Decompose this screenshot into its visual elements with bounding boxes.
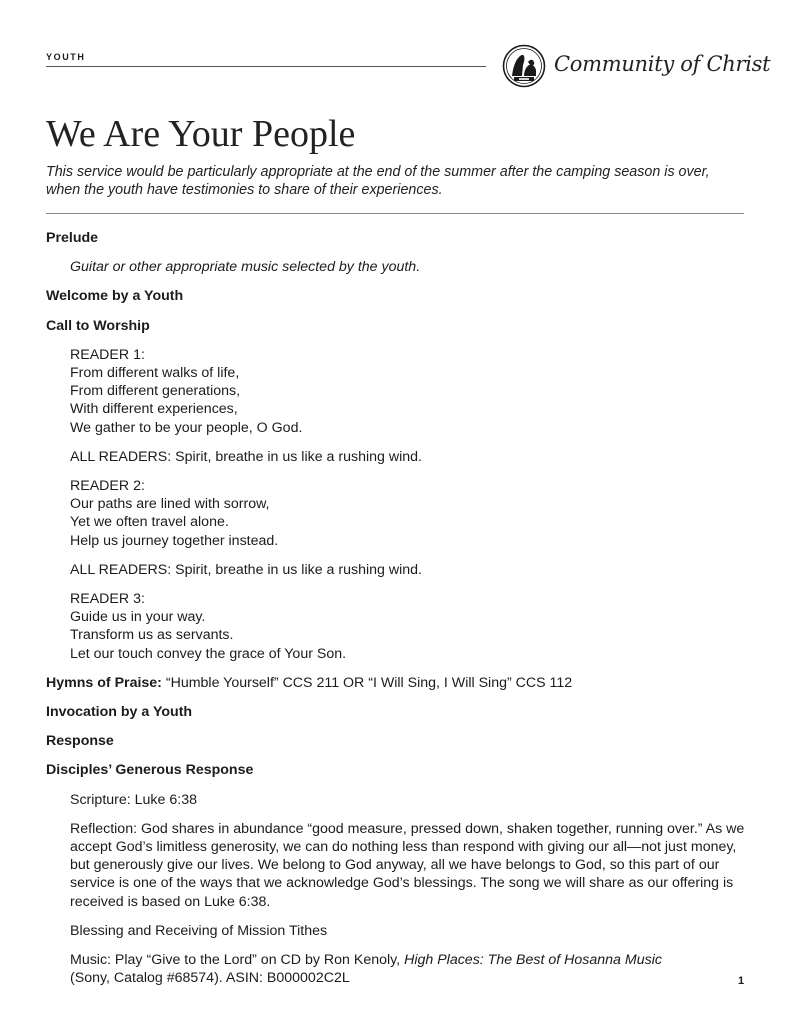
- prelude-text: Guitar or other appropriate music selected by the youth.: [70, 259, 421, 276]
- hymns-text: “Humble Yourself” CCS 211 OR “I Will Sing, I Will Sing” CCS 112: [165, 674, 573, 691]
- intro-divider: [46, 213, 744, 214]
- welcome-heading: Welcome by a Youth: [46, 288, 184, 305]
- hymns-line: [46, 674, 746, 692]
- scripture-reference: Scripture: Luke 6:38: [70, 791, 197, 808]
- reader-2-label: READER 2:: [70, 478, 145, 495]
- reader-1-label: READER 1:: [70, 346, 145, 363]
- call-to-worship-heading: Call to Worship: [46, 317, 150, 334]
- page-number: 1: [738, 975, 745, 987]
- hymns-label: Hymns of Praise:: [46, 674, 162, 691]
- reader-1-line: With different experiences,: [70, 401, 238, 418]
- reader-2-line: Our paths are lined with sorrow,: [70, 496, 270, 513]
- reader-3-line: Transform us as servants.: [70, 627, 234, 644]
- section-label: YOUTH: [46, 52, 86, 62]
- reader-1-line: From different generations,: [70, 383, 241, 400]
- intro-paragraph: This service would be particularly appropriate at the end of the summer after the camping season is over, when the youth have testimonies to share of their experiences.: [46, 164, 710, 198]
- community-of-christ-logo: [502, 44, 771, 90]
- reader-2-line: Yet we often travel alone.: [70, 514, 229, 531]
- invocation-heading: Invocation by a Youth: [46, 704, 193, 721]
- page-title: We Are Your People: [46, 113, 356, 155]
- music-suffix: (Sony, Catalog #68574). ASIN: B000002C2L: [70, 970, 350, 987]
- reader-1-block: [70, 346, 746, 437]
- reader-2-block: [70, 477, 746, 550]
- response-heading: Response: [46, 733, 114, 750]
- all-readers-response-1: ALL READERS: Spirit, breathe in us like a rushing wind.: [70, 448, 422, 465]
- reader-3-line: Guide us in your way.: [70, 609, 206, 626]
- reader-3-line: Let our touch convey the grace of Your Son.: [70, 645, 347, 662]
- music-line: [70, 951, 746, 987]
- header-divider: [46, 66, 486, 67]
- reader-1-line: From different walks of life,: [70, 365, 240, 382]
- reader-3-block: [70, 590, 746, 663]
- blessing-line: Blessing and Receiving of Mission Tithes: [70, 922, 328, 939]
- generous-response-heading: Disciples’ Generous Response: [46, 762, 254, 779]
- music-album-title: High Places: The Best of Hosanna Music: [404, 952, 662, 969]
- peace-seal-icon: [502, 44, 546, 88]
- order-of-service: [46, 229, 746, 999]
- reader-2-line: Help us journey together instead.: [70, 532, 279, 549]
- music-prefix: Music: Play “Give to the Lord” on CD by Ron Kenoly,: [70, 952, 405, 969]
- all-readers-response-2: ALL READERS: Spirit, breathe in us like a rushing wind.: [70, 561, 422, 578]
- reader-1-line: We gather to be your people, O God.: [70, 419, 303, 436]
- logo-wordmark: Community of Christ: [554, 52, 771, 76]
- reader-3-label: READER 3:: [70, 591, 145, 608]
- prelude-heading: Prelude: [46, 230, 99, 246]
- reflection-paragraph: Reflection: God shares in abundance “good measure, pressed down, shaken together, running over.” As we accept God’s limitless generosity, we can do nothing less than respond with giving our all—not just money, but generously give our lives. We belong to God anyway, all we have belongs to God, so this part of our service is one of the ways that we acknowledge God’s blessings. The song we will share as our offering is received is based on Luke 6:38.: [70, 820, 745, 910]
